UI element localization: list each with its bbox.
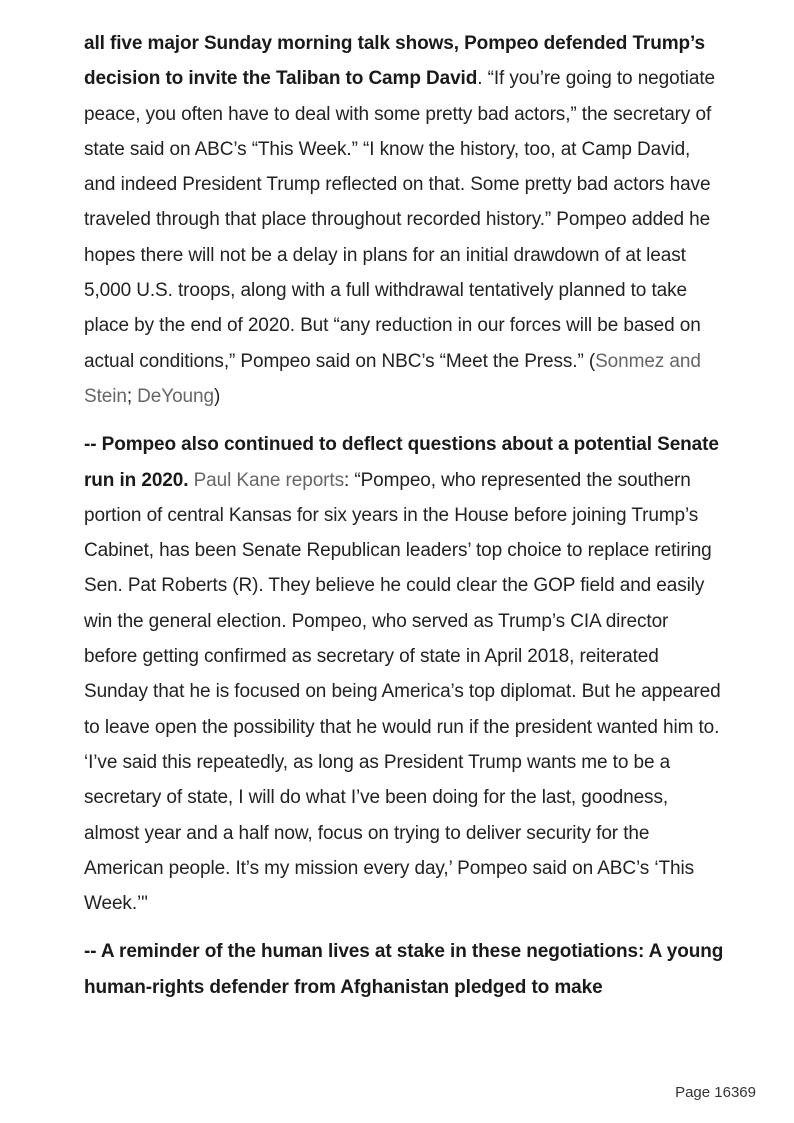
paragraph-lead-bold: -- A reminder of the human lives at stake in these negotiations: A young human-rights defender from Afghanistan pledged to make: [84, 941, 724, 998]
top-crop-fade: [0, 0, 794, 24]
source-link-sonmez-stein[interactable]: Sonmez and Stein: [84, 350, 701, 407]
paragraph-human-lives: [84, 934, 724, 1005]
paragraph-text: : “Pompeo, who represented the southern portion of central Kansas for six years in the House before joining Trump’s Cabinet, has been Senate Republican leaders’ top choice to replace retiring Sen. Pat Roberts (R). They believe he could clear the GOP field and easily win the general election. Pompeo, who served as Trump’s CIA director before getting confirmed as secretary of state in April 2018, reiterated Sunday that he is focused on being America’s top diplomat. But he appeared to leave open the possibility that he would run if the president wanted him to. ‘I’ve said this repeatedly, as long as President Trump wants me to be a secretary of state, I will do what I’ve been doing for the last, goodness, almost year and a half now, focus on trying to deliver security for the American people. It’s my mission every day,’ Pompeo said on ABC’s ‘This Week.’": [84, 469, 721, 915]
paragraph-text: . “If you’re going to negotiate peace, you often have to deal with some pretty bad actors,” the secretary of state said on ABC’s “This Week.” “I know the history, too, at Camp David, and indeed President Trump reflected on that. Some pretty bad actors have traveled through that place throughout recorded history.” Pompeo added he hopes there will not be a delay in plans for an initial drawdown of at least 5,000 U.S. troops, along with a full withdrawal tentatively planned to take place by the end of 2020. But “any reduction in our forces will be based on actual conditions,” Pompeo said on NBC’s “Meet the Press.” (: [84, 68, 715, 372]
source-link-deyoung[interactable]: DeYoung: [137, 385, 214, 407]
document-body: [84, 26, 724, 1018]
page-number: Page 16369: [675, 1084, 756, 1101]
paren-close: ): [213, 385, 221, 407]
paragraph-taliban-camp-david: [84, 26, 724, 414]
paragraph-senate-run: [84, 427, 724, 921]
paragraph-lead-bold: -- Pompeo also continued to deflect questions about a potential Senate run in 2020.: [84, 434, 719, 491]
paragraph-lead-bold: all five major Sunday morning talk shows, Pompeo defended Trump’s decision to invite the Taliban to Camp David: [84, 33, 705, 90]
separator: ;: [126, 385, 138, 407]
source-link-paul-kane[interactable]: Paul Kane reports: [193, 469, 344, 491]
